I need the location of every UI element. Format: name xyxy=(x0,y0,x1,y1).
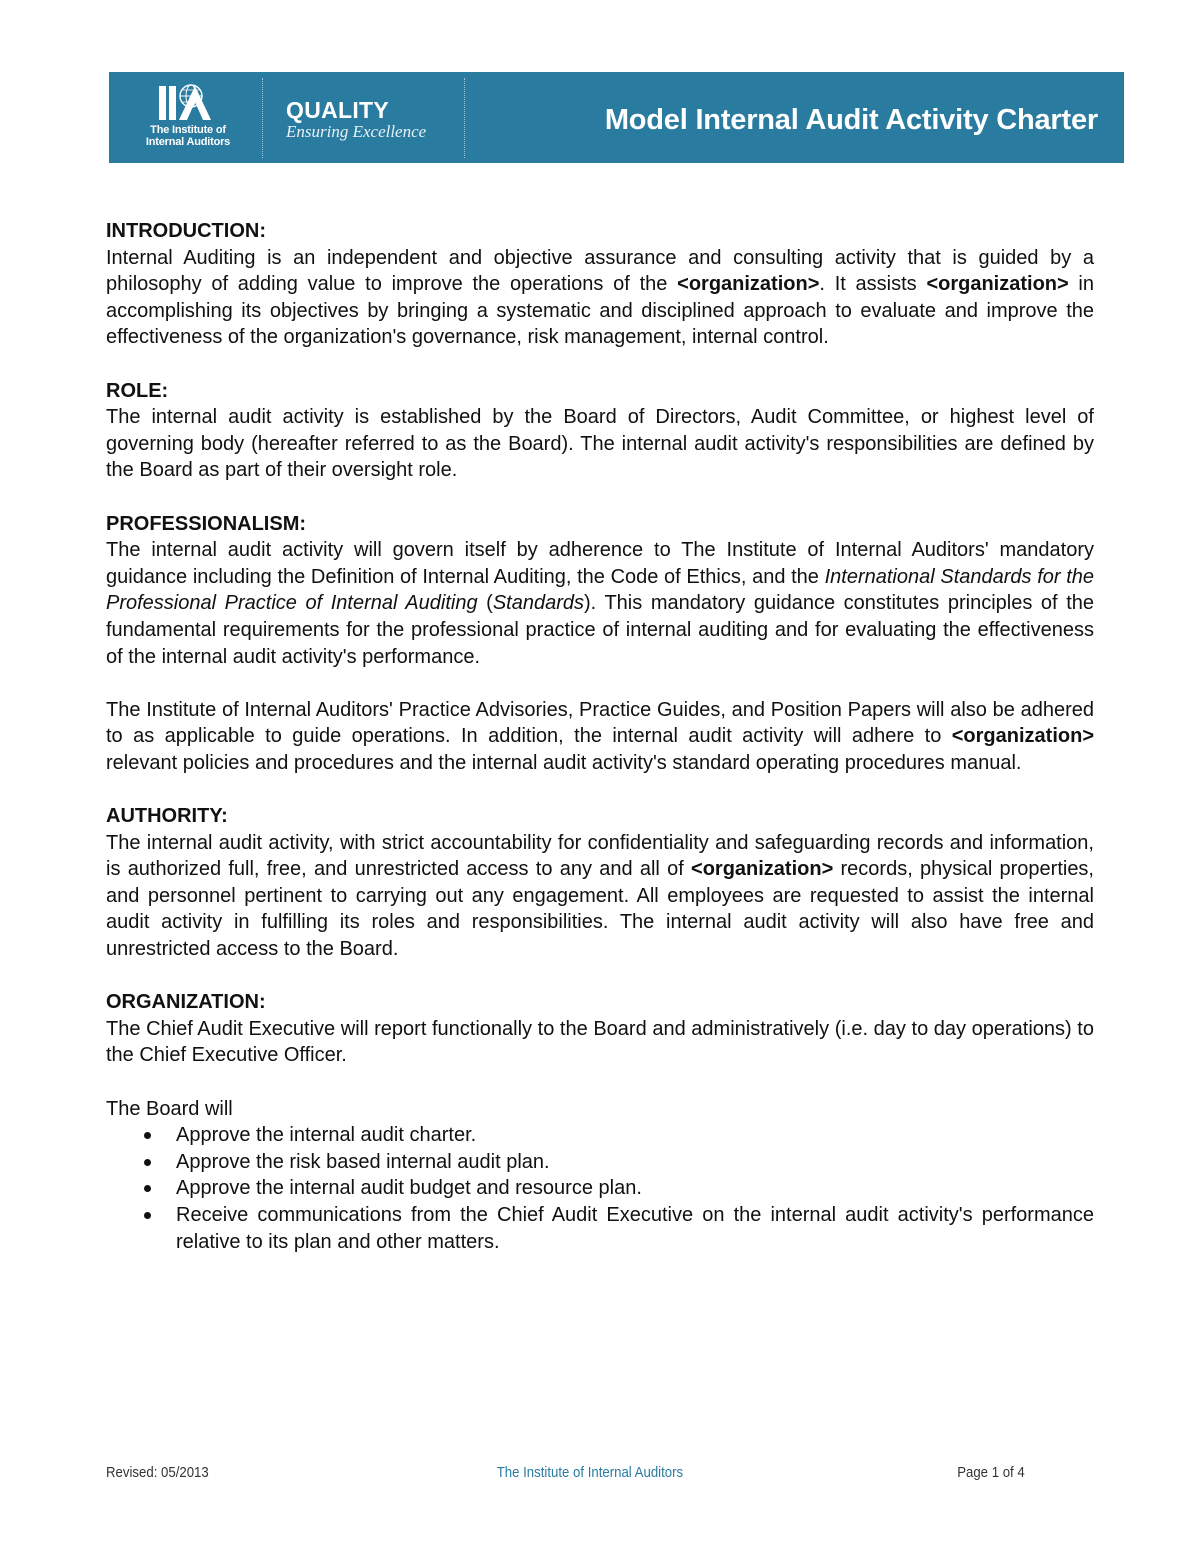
bullet-icon xyxy=(144,1185,151,1192)
revision-date: Revised: 05/2013 xyxy=(106,1464,209,1481)
logo-line-1: The Institute of xyxy=(150,124,226,136)
text-run: relevant policies and procedures and the internal audit activity's standard operating procedures manual. xyxy=(106,751,1022,774)
organization-placeholder: <organization> xyxy=(691,858,834,881)
iia-globe-logo-icon xyxy=(157,82,221,122)
paragraph xyxy=(106,245,1094,351)
list-item-text: Receive communications from the Chief Audit Executive on the internal audit activity's performance relative to its plan and other matters. xyxy=(176,1203,1094,1253)
document-body xyxy=(106,218,1094,1282)
quality-subtitle: Ensuring Excellence xyxy=(286,122,427,141)
section-heading: ORGANIZATION: xyxy=(106,991,266,1014)
organization-placeholder: <organization> xyxy=(926,273,1069,296)
page-footer xyxy=(106,1463,1025,1483)
section-organization xyxy=(106,989,1094,1255)
organization-placeholder: <organization> xyxy=(677,273,820,296)
section-heading: AUTHORITY: xyxy=(106,805,228,828)
paragraph xyxy=(106,697,1094,777)
organization-placeholder: <organization> xyxy=(951,725,1094,748)
bullet-icon xyxy=(144,1212,151,1219)
text-run: The internal audit activity will govern itself by adherence to The Institute of Internal Auditors' mandatory guidance including the Definition of Internal Auditing, the Code of Ethics, and the xyxy=(106,539,1094,588)
paragraph xyxy=(106,830,1094,963)
bullet-icon xyxy=(144,1159,151,1166)
logo-caption xyxy=(133,124,243,148)
section-heading: INTRODUCTION: xyxy=(106,220,266,242)
section-heading: ROLE: xyxy=(106,379,169,402)
document-title: Model Internal Audit Activity Charter xyxy=(604,104,1098,136)
paragraph xyxy=(106,537,1094,670)
text-run: ). This mandatory guidance constitutes principles of the fundamental requirements for the professional practice of internal auditing and for evaluating the effectiveness of the internal audit activity's performance. xyxy=(106,592,1094,668)
text-run: The internal audit activity, with strict accountability for confidentiality and safeguarding records and information, is authorized full, free, and unrestricted access to any and all of xyxy=(106,831,1094,881)
standards-short-title: Standards xyxy=(492,592,584,615)
banner-divider xyxy=(464,78,465,158)
banner-divider xyxy=(262,78,263,158)
list-item xyxy=(106,1149,1094,1176)
bullet-icon xyxy=(144,1132,151,1139)
text-run: Internal Auditing is an independent and objective assurance and consulting activity that is guided by a philosophy of adding value to improve the operations of the xyxy=(106,246,1094,296)
list-item xyxy=(106,1122,1094,1149)
list-item-text: Approve the internal audit charter. xyxy=(176,1124,477,1147)
text-run: The Institute of Internal Auditors' Practice Advisories, Practice Guides, and Position Papers will also be adhered to as applicable to guide operations. In addition, the internal audit activity will adhere to xyxy=(106,698,1094,748)
section-introduction xyxy=(106,218,1094,351)
standards-title: International Standards for the Professional Practice of Internal Auditing xyxy=(106,565,1095,615)
list-item xyxy=(106,1175,1094,1202)
list-item-text: Approve the internal audit budget and resource plan. xyxy=(176,1177,642,1200)
footer-organization: The Institute of Internal Auditors xyxy=(496,1464,684,1481)
page-number: Page 1 of 4 xyxy=(957,1464,1025,1481)
iia-logo xyxy=(133,82,243,154)
quality-tagline xyxy=(286,98,426,142)
paragraph: The internal audit activity is established by the Board of Directors, Audit Committee, or highest level of governing body (hereafter referred to as the Board). The internal audit activity's responsibilities are defined by the Board as part of their oversight role. xyxy=(106,406,1094,482)
section-professionalism xyxy=(106,511,1094,777)
board-responsibilities-list xyxy=(106,1122,1094,1255)
paragraph: The Chief Audit Executive will report functionally to the Board and administratively (i.e. day to day operations) to the Chief Executive Officer. xyxy=(106,1017,1094,1067)
section-authority xyxy=(106,803,1094,963)
quality-title: QUALITY xyxy=(286,97,390,123)
list-item-text: Approve the risk based internal audit plan. xyxy=(176,1150,550,1173)
section-heading: PROFESSIONALISM: xyxy=(106,512,307,535)
header-banner xyxy=(109,72,1124,163)
list-item xyxy=(106,1202,1094,1255)
text-run: in accomplishing its objectives by bringing a systematic and disciplined approach to evaluate and improve the effectiveness of the organization's governance, risk management, internal control. xyxy=(106,273,1095,349)
text-run: records, physical properties, and personnel pertinent to carrying out any engagement. All employees are requested to assist the internal audit activity in fulfilling its roles and responsibilities. The internal audit activity will also have free and unrestricted access to the Board. xyxy=(106,858,1094,961)
logo-line-2: Internal Auditors xyxy=(145,136,231,148)
text-run: . It assists xyxy=(819,273,927,296)
paragraph: The Board will xyxy=(106,1097,233,1120)
section-role xyxy=(106,378,1094,484)
text-run: ( xyxy=(477,592,493,615)
